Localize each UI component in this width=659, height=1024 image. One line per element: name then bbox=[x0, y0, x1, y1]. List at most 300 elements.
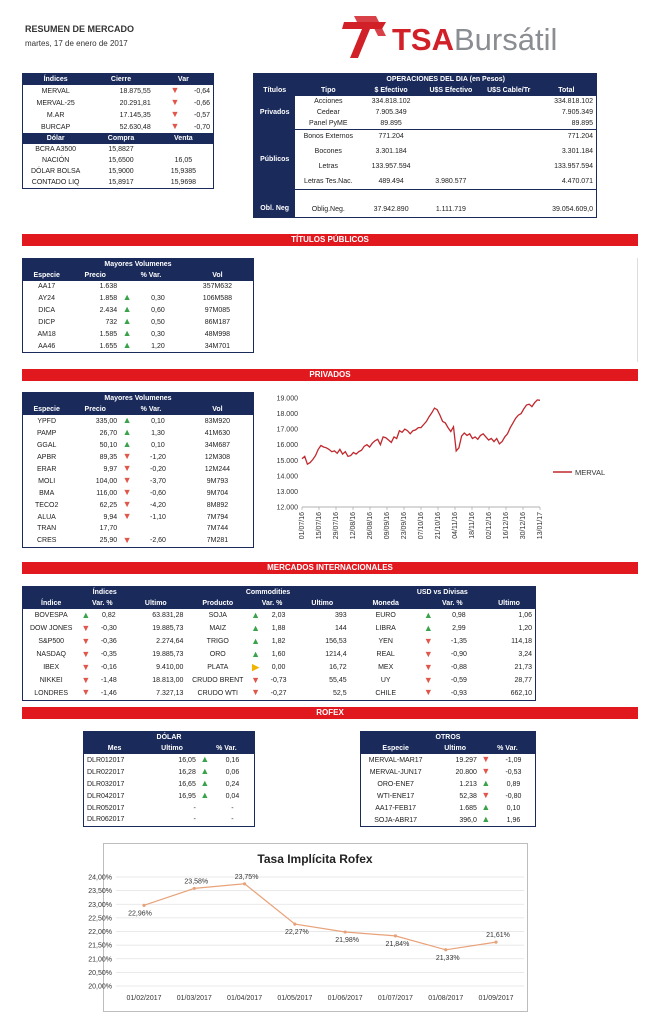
especie: BMA bbox=[39, 489, 55, 497]
operacion-group-label: Obl. Neg bbox=[254, 190, 296, 218]
arrow-down-icon: ▼ bbox=[481, 754, 491, 764]
volumen: 12M308 bbox=[204, 453, 231, 461]
tasa-data-label: 23,58% bbox=[184, 878, 209, 886]
producto-ultimo: 156,53 bbox=[325, 638, 347, 645]
arrow-up-icon: ▲ bbox=[251, 609, 261, 620]
volume-row bbox=[23, 523, 254, 535]
precio: 1.585 bbox=[99, 330, 118, 338]
operacion-tipo: Panel PyME bbox=[309, 120, 348, 127]
var bbox=[134, 523, 182, 535]
precio: 9,97 bbox=[103, 465, 118, 473]
merval-x-tick: 07/10/16 bbox=[418, 512, 425, 540]
operacion-usd-efectivo bbox=[421, 130, 481, 145]
arrow-up-icon: ▲ bbox=[481, 778, 491, 788]
indice-name: LONDRES bbox=[34, 689, 69, 697]
tasa-point bbox=[142, 904, 145, 907]
volume-title-row bbox=[23, 393, 254, 405]
operaciones-title: OPERACIONES DEL DIA (en Pesos) bbox=[295, 74, 596, 86]
producto-name: CRUDO WTI bbox=[197, 689, 238, 697]
rofex-mes: DLR062017 bbox=[87, 816, 125, 824]
rofex-especie: ORO-ENE7 bbox=[377, 780, 414, 788]
moneda-name: MEX bbox=[378, 664, 394, 671]
especie: ALUA bbox=[37, 513, 56, 521]
tasa-x-tick: 01/07/2017 bbox=[377, 995, 413, 1002]
arrow-right-icon: ▶ bbox=[252, 661, 260, 672]
especie: AA46 bbox=[38, 342, 56, 350]
rofex-row bbox=[361, 754, 536, 766]
tasa-x-tick: 01/05/2017 bbox=[277, 995, 313, 1002]
volume-row bbox=[23, 439, 254, 451]
volumen: 9M793 bbox=[206, 477, 229, 485]
rofex-mes: DLR052017 bbox=[87, 804, 125, 812]
especie: GGAL bbox=[36, 441, 57, 449]
moneda-arrow-cell bbox=[422, 661, 435, 674]
volume-row bbox=[23, 511, 254, 523]
tasa-data-label: 21,84% bbox=[385, 940, 410, 948]
operacion-efectivo: 334.818.102 bbox=[371, 98, 411, 105]
merval-series-line bbox=[302, 400, 540, 464]
moneda-name: UY bbox=[380, 677, 391, 684]
volumen: 97M085 bbox=[204, 306, 231, 314]
precio: 732 bbox=[105, 318, 118, 326]
arrow-down-icon: ▼ bbox=[81, 674, 91, 685]
operacion-tipo: Acciones bbox=[314, 98, 343, 105]
indice-name: MERVAL bbox=[41, 87, 70, 95]
volumen: 7M281 bbox=[206, 537, 229, 544]
moneda-name: REAL bbox=[376, 651, 395, 658]
volume-row bbox=[23, 304, 254, 316]
column-header: Ultimo bbox=[430, 743, 480, 754]
var: -0,60 bbox=[149, 489, 166, 497]
rofex-title-row bbox=[84, 732, 255, 744]
volumen: 86M187 bbox=[204, 318, 231, 326]
volumen: 34M687 bbox=[204, 441, 231, 449]
var: -1,20 bbox=[149, 453, 166, 461]
indice-var: -0,64 bbox=[194, 88, 210, 95]
moneda-ultimo: 28,77 bbox=[514, 677, 532, 684]
volume-header-row bbox=[23, 270, 254, 281]
rofex-var-arrow-cell bbox=[480, 778, 492, 790]
column-header: Ultimo bbox=[483, 598, 536, 609]
precio: 1.655 bbox=[99, 342, 118, 350]
operacion-total: 39.054.609,0 bbox=[537, 190, 597, 218]
tasa-y-tick: 20,00% bbox=[88, 983, 112, 991]
section-title: USD vs Divisas bbox=[350, 587, 536, 599]
volume-row bbox=[23, 487, 254, 499]
indice-var-cell bbox=[154, 97, 214, 109]
moneda-ultimo: 1,20 bbox=[518, 625, 532, 632]
rofex-row bbox=[84, 778, 255, 790]
rofex-title-row bbox=[361, 732, 536, 744]
rofex-var-arrow-cell bbox=[480, 766, 492, 778]
arrow-down-icon: ▼ bbox=[481, 790, 491, 800]
producto-name: CRUDO BRENT bbox=[192, 677, 244, 684]
dolar-venta: 15,9385 bbox=[170, 168, 197, 175]
volumen: 12M244 bbox=[204, 465, 231, 473]
arrow-up-icon: ▲ bbox=[200, 766, 210, 776]
tasa-data-label: 23,75% bbox=[234, 873, 259, 881]
indice-var: -0,16 bbox=[100, 664, 117, 671]
dolar-row bbox=[23, 177, 214, 189]
column-header: Precio bbox=[70, 270, 120, 281]
logo-tsa: TSA bbox=[392, 22, 454, 57]
volume-row bbox=[23, 292, 254, 304]
especie: DICP bbox=[38, 318, 56, 326]
merval-x-tick: 23/09/16 bbox=[401, 512, 408, 540]
rofex-var: -0,80 bbox=[505, 792, 522, 800]
rofex-var-arrow-cell bbox=[199, 802, 211, 814]
arrow-up-icon: ▲ bbox=[251, 622, 261, 633]
internacionales-table bbox=[22, 586, 536, 701]
rofex-especie: WTI-ENE17 bbox=[376, 792, 415, 800]
rofex-ultimo: 19.297 bbox=[455, 756, 477, 764]
var-arrow-cell bbox=[120, 427, 134, 439]
moneda-ultimo: 1,06 bbox=[518, 612, 532, 619]
indice-var-cell bbox=[154, 109, 214, 121]
indice-row bbox=[23, 109, 214, 121]
merval-chart bbox=[262, 386, 642, 556]
dolar-row bbox=[23, 155, 214, 166]
arrow-down-icon: ▼ bbox=[481, 766, 491, 776]
internacional-row bbox=[23, 687, 536, 700]
var-arrow-cell bbox=[120, 281, 134, 292]
section-title: Commodities bbox=[186, 587, 349, 599]
rofex-var-arrow-cell bbox=[480, 814, 492, 827]
moneda-var: -0,88 bbox=[450, 664, 467, 671]
producto-ultimo: 16,72 bbox=[329, 664, 347, 671]
internacional-row bbox=[23, 635, 536, 648]
volumen: 7M794 bbox=[206, 513, 229, 521]
indice-name: S&P500 bbox=[38, 638, 64, 645]
operacion-usd-efectivo bbox=[421, 159, 481, 174]
operaciones-title-row bbox=[254, 74, 597, 86]
moneda-name: YEN bbox=[378, 638, 393, 645]
tasa-chart-title: Tasa Implícita Rofex bbox=[257, 852, 373, 866]
indice-var: -0,30 bbox=[100, 625, 117, 632]
indice-var: 0,82 bbox=[102, 612, 116, 619]
operacion-row bbox=[254, 190, 597, 218]
producto-name: PLATA bbox=[207, 664, 229, 671]
var: 0,50 bbox=[151, 318, 165, 326]
operaciones-spacer bbox=[254, 74, 296, 86]
rofex-ultimo: 20.800 bbox=[455, 768, 477, 776]
moneda-arrow-cell bbox=[422, 622, 435, 635]
arrow-down-icon: ▼ bbox=[122, 499, 132, 509]
rofex-header-row bbox=[84, 743, 255, 754]
dolar-name: CONTADO LIQ bbox=[31, 179, 80, 186]
producto-var: -0,73 bbox=[270, 677, 287, 684]
rofex-row bbox=[361, 814, 536, 827]
rofex-row bbox=[84, 814, 255, 826]
column-header: % Var. bbox=[120, 270, 182, 281]
var: 1,20 bbox=[151, 342, 165, 350]
moneda-arrow-cell bbox=[422, 674, 435, 687]
column-header: Cierre bbox=[88, 74, 153, 86]
var-arrow-cell bbox=[120, 304, 134, 316]
var: 0,60 bbox=[151, 306, 165, 314]
rofex-var-arrow-cell bbox=[199, 814, 211, 826]
operacion-row bbox=[254, 96, 597, 107]
indice-row bbox=[23, 121, 214, 133]
precio: 335,00 bbox=[95, 417, 118, 425]
moneda-arrow-cell bbox=[422, 609, 435, 622]
logo-wordmark bbox=[392, 24, 557, 55]
rofex-dolar-table bbox=[83, 731, 255, 827]
rofex-ultimo: - bbox=[193, 804, 196, 812]
tasa-y-tick: 23,00% bbox=[88, 901, 112, 909]
precio: 104,00 bbox=[95, 477, 118, 485]
operacion-usd-efectivo bbox=[421, 107, 481, 118]
precio: 89,35 bbox=[99, 453, 118, 461]
indice-arrow-cell bbox=[79, 674, 92, 687]
operaciones-header-row bbox=[254, 85, 597, 96]
operacion-group-label: Públicos bbox=[254, 130, 296, 190]
volume-row bbox=[23, 340, 254, 353]
indice-arrow-cell bbox=[79, 635, 92, 648]
especie: PAMP bbox=[37, 429, 57, 437]
moneda-var: -0,93 bbox=[450, 689, 467, 697]
operacion-usd-efectivo: 1.111.719 bbox=[421, 190, 481, 218]
var: -3,70 bbox=[149, 477, 166, 485]
operacion-total: 7.905.349 bbox=[561, 109, 593, 116]
producto-var: 1,82 bbox=[271, 638, 286, 645]
indice-row bbox=[23, 85, 214, 97]
tasa-point bbox=[293, 923, 296, 926]
dolar-compra: 15,9000 bbox=[108, 168, 134, 175]
tasa-point bbox=[394, 934, 397, 937]
operacion-efectivo: 489.494 bbox=[378, 177, 404, 185]
var: -4,20 bbox=[149, 501, 166, 509]
moneda-arrow-cell bbox=[422, 635, 435, 648]
indice-ultimo: 63.831,28 bbox=[152, 612, 184, 619]
arrow-down-icon: ▼ bbox=[423, 687, 433, 698]
indice-arrow-cell bbox=[79, 609, 92, 622]
internacionales-section-row bbox=[23, 587, 536, 599]
rofex-var: - bbox=[231, 804, 234, 812]
producto-arrow-cell bbox=[249, 635, 262, 648]
column-header: Índices bbox=[23, 74, 89, 86]
merval-x-tick: 26/08/16 bbox=[367, 512, 374, 540]
arrow-down-icon: ▼ bbox=[423, 674, 433, 685]
band-mercados-internacionales: MERCADOS INTERNACIONALES bbox=[22, 562, 638, 574]
rofex-row bbox=[361, 766, 536, 778]
volume-row bbox=[23, 415, 254, 427]
especie: TRAN bbox=[37, 525, 57, 533]
indices-table bbox=[22, 73, 214, 189]
rofex-var-arrow-cell bbox=[199, 778, 211, 790]
merval-x-tick: 13/01/17 bbox=[537, 512, 544, 540]
merval-y-tick: 16.000 bbox=[276, 442, 298, 450]
operacion-efectivo: 7.905.349 bbox=[375, 109, 407, 116]
volumen: 41M630 bbox=[204, 429, 231, 437]
rofex-ultimo: 396,0 bbox=[459, 816, 477, 824]
producto-name: MAIZ bbox=[209, 625, 227, 632]
arrow-down-icon: ▼ bbox=[122, 487, 132, 497]
volumen: 8M892 bbox=[206, 501, 229, 509]
arrow-down-icon: ▼ bbox=[170, 109, 180, 119]
band-rofex: ROFEX bbox=[22, 707, 638, 719]
especie: DICA bbox=[38, 306, 56, 314]
volume-row bbox=[23, 463, 254, 475]
rofex-var-arrow-cell bbox=[199, 754, 211, 766]
indice-ultimo: 9.410,00 bbox=[156, 664, 184, 671]
tasa-point bbox=[494, 941, 497, 944]
producto-var: 2,03 bbox=[271, 612, 286, 619]
rofex-ultimo: 1.213 bbox=[459, 780, 477, 788]
volumen: 83M920 bbox=[204, 417, 231, 425]
volume-row bbox=[23, 451, 254, 463]
tasa-data-label: 21,33% bbox=[435, 954, 460, 962]
volumen: 106M588 bbox=[202, 294, 232, 302]
rofex-especie: AA17-FEB17 bbox=[375, 804, 417, 812]
moneda-name: CHILE bbox=[375, 689, 396, 697]
operacion-row bbox=[254, 118, 597, 130]
merval-x-tick: 16/12/16 bbox=[503, 512, 510, 540]
rofex-var: -1,09 bbox=[505, 756, 522, 764]
indice-name: MERVAL-25 bbox=[36, 99, 75, 107]
dolar-name: DÓLAR BOLSA bbox=[30, 168, 81, 175]
operacion-usd-cable bbox=[481, 118, 537, 130]
rofex-especie: MERVAL-MAR17 bbox=[368, 756, 423, 764]
dolar-venta: 16,05 bbox=[174, 157, 193, 164]
rofex-var-arrow-cell bbox=[480, 754, 492, 766]
dolar-compra: 15,6500 bbox=[108, 157, 134, 164]
rofex-ultimo: 52,38 bbox=[459, 792, 477, 800]
column-header: Vol bbox=[182, 270, 254, 281]
rofex-var: 0,24 bbox=[225, 780, 240, 788]
arrow-up-icon: ▲ bbox=[122, 439, 132, 449]
tasa-y-tick: 22,50% bbox=[88, 915, 112, 923]
moneda-ultimo: 21,73 bbox=[514, 664, 532, 671]
arrow-up-icon: ▲ bbox=[251, 648, 261, 659]
indice-name: BURCAP bbox=[41, 123, 71, 131]
tasa-y-tick: 21,00% bbox=[88, 956, 112, 964]
indice-var: -0,57 bbox=[194, 112, 210, 119]
rofex-var: 0,10 bbox=[506, 804, 521, 812]
arrow-up-icon: ▲ bbox=[200, 790, 210, 800]
volume-header-row bbox=[23, 404, 254, 415]
moneda-var: 0,98 bbox=[452, 612, 466, 619]
operacion-usd-efectivo bbox=[421, 96, 481, 107]
rofex-var-arrow-cell bbox=[199, 766, 211, 778]
band-privados: PRIVADOS bbox=[22, 369, 638, 381]
internacionales-header-row bbox=[23, 598, 536, 609]
indice-arrow-cell bbox=[79, 648, 92, 661]
precio: 2.434 bbox=[99, 306, 118, 314]
tasa-implicita-chart bbox=[88, 844, 527, 1011]
moneda-var: 2,99 bbox=[452, 625, 466, 632]
rofex-var: 0,89 bbox=[506, 780, 521, 788]
arrow-down-icon: ▼ bbox=[122, 451, 132, 461]
operacion-efectivo: 771.204 bbox=[361, 130, 421, 145]
var: -0,20 bbox=[149, 465, 166, 473]
producto-ultimo: 55,45 bbox=[329, 677, 347, 684]
indice-arrow-cell bbox=[79, 661, 92, 674]
producto-arrow-cell bbox=[249, 609, 262, 622]
indice-var: -1,48 bbox=[100, 677, 117, 684]
tasa-data-label: 21,61% bbox=[486, 932, 510, 940]
indice-cierre: 18.875,55 bbox=[119, 87, 151, 95]
operacion-tipo: Bonos Externos bbox=[295, 130, 361, 145]
rofex-mes: DLR012017 bbox=[87, 756, 125, 764]
dolar-header-row bbox=[23, 133, 214, 144]
operacion-total: 89.895 bbox=[571, 120, 593, 127]
moneda-var: -0,90 bbox=[450, 651, 467, 658]
indice-arrow-cell bbox=[79, 687, 92, 700]
internacional-row bbox=[23, 609, 536, 622]
especie: MOLI bbox=[38, 477, 56, 485]
precio: 1.858 bbox=[99, 294, 118, 302]
rofex-row bbox=[84, 766, 255, 778]
merval-x-tick: 21/10/16 bbox=[435, 512, 442, 540]
rofex-var: 0,04 bbox=[225, 792, 240, 800]
rofex-ultimo: 16,28 bbox=[178, 768, 196, 776]
moneda-arrow-cell bbox=[422, 687, 435, 700]
indice-var: -1,46 bbox=[100, 689, 117, 697]
merval-x-tick: 04/11/16 bbox=[452, 512, 459, 539]
arrow-up-icon: ▲ bbox=[122, 292, 132, 302]
indice-name: NASDAQ bbox=[36, 651, 66, 658]
rofex-row bbox=[361, 778, 536, 790]
merval-y-tick: 14.000 bbox=[276, 473, 298, 481]
rofex-row bbox=[361, 802, 536, 814]
indice-arrow-cell bbox=[79, 622, 92, 635]
var-arrow-cell bbox=[120, 511, 134, 523]
column-header: Especie bbox=[23, 270, 71, 281]
internacional-row bbox=[23, 622, 536, 635]
arrow-up-icon: ▲ bbox=[200, 778, 210, 788]
var-arrow-cell bbox=[120, 523, 134, 535]
operacion-row bbox=[254, 145, 597, 160]
operacion-usd-cable bbox=[481, 145, 537, 160]
volume-row bbox=[23, 499, 254, 511]
indice-name: DOW JONES bbox=[29, 625, 73, 632]
arrow-down-icon: ▼ bbox=[81, 687, 91, 698]
operacion-total: 133.957.594 bbox=[554, 162, 593, 170]
rofex-especie: SOJA-ABR17 bbox=[374, 816, 418, 824]
rofex-row bbox=[84, 802, 255, 814]
precio: 9,94 bbox=[103, 513, 118, 521]
arrow-up-icon: ▲ bbox=[122, 304, 132, 314]
volume-title: Mayores Volumenes bbox=[23, 393, 254, 405]
arrow-down-icon: ▼ bbox=[122, 511, 132, 521]
column-header: Índice bbox=[23, 598, 80, 609]
operacion-tipo: Cedear bbox=[316, 109, 340, 116]
var-arrow-cell bbox=[120, 499, 134, 511]
rofex-var: 1,96 bbox=[506, 816, 521, 824]
column-header: Var. % bbox=[79, 598, 125, 609]
producto-var: 0,00 bbox=[271, 664, 286, 671]
rofex-title: OTROS bbox=[361, 732, 536, 744]
indices-header-row bbox=[23, 74, 214, 86]
internacional-row bbox=[23, 661, 536, 674]
column-header: Precio bbox=[70, 404, 120, 415]
arrow-down-icon: ▼ bbox=[423, 648, 433, 659]
merval-x-tick: 02/12/16 bbox=[486, 512, 493, 540]
operacion-usd-cable bbox=[481, 107, 537, 118]
producto-arrow-cell bbox=[249, 622, 262, 635]
tasa-x-tick: 01/09/2017 bbox=[478, 995, 514, 1002]
volume-title: Mayores Volumenes bbox=[23, 259, 254, 271]
indice-ultimo: 18.813,00 bbox=[152, 677, 184, 684]
volume-row bbox=[23, 328, 254, 340]
tasa-data-label: 22,27% bbox=[284, 929, 309, 937]
indice-var: -0,36 bbox=[100, 638, 117, 645]
var: 0,10 bbox=[151, 417, 165, 425]
precio: 1.638 bbox=[99, 283, 118, 290]
especie: AY24 bbox=[38, 294, 55, 302]
var: -1,10 bbox=[149, 513, 166, 521]
